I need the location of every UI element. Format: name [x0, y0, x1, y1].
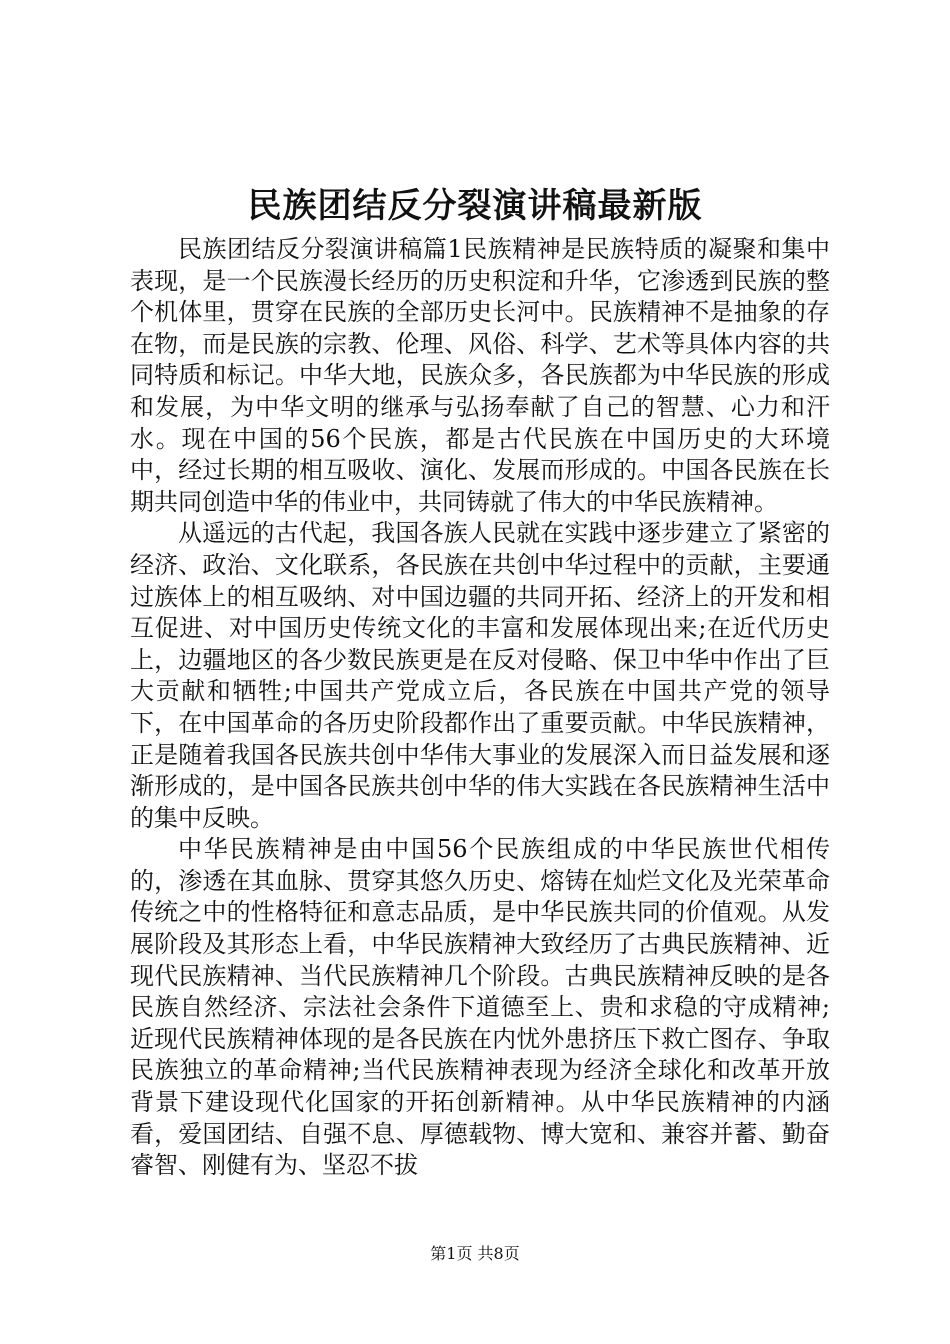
paragraph-2: 从遥远的古代起，我国各族人民就在实践中逐步建立了紧密的经济、政治、文化联系，各民族在共创中华过程中的贡献，主要通过族体上的相互吸纳、对中国边疆的共同开拓、经济上的开发和相互促进、对中国历史传统文化的丰富和发展体现出来;在近代历史上，边疆地区的各少数民族更是在反对侵略、保卫中华中作出了巨大贡献和牺牲;中国共产党成立后，各民族在中国共产党的领导下，在中国革命的各历史阶段都作出了重要贡献。中华民族精神，正是随着我国各民族共创中华伟大事业的发展深入而日益发展和逐渐形成的，是中国各民族共创中华的伟大实践在各民族精神生活中的集中反映。 — [130, 519, 830, 832]
paragraph-3: 中华民族精神是由中国56个民族组成的中华民族世代相传的，渗透在其血脉、贯穿其悠久历史、熔铸在灿烂文化及光荣革命传统之中的性格特征和意志品质，是中华民族共同的价值观。从发展阶段及其形态上看，中华民族精神大致经历了古典民族精神、近现代民族精神、当代民族精神几个阶段。古典民族精神反映的是各民族自然经济、宗法社会条件下道德至上、贵和求稳的守成精神;近现代民族精神体现的是各民族在内忧外患挤压下救亡图存、争取民族独立的革命精神;当代民族精神表现为经济全球化和改革开放背景下建设现代化国家的开拓创新精神。从中华民族精神的内涵看，爱国团结、自强不息、厚德载物、博大宽和、兼容并蓄、勤奋睿智、刚健有为、坚忍不拔 — [130, 835, 830, 1180]
document-body — [130, 234, 830, 1182]
paragraph-1: 民族团结反分裂演讲稿篇1民族精神是民族特质的凝聚和集中表现，是一个民族漫长经历的历史积淀和升华，它渗透到民族的整个机体里，贯穿在民族的全部历史长河中。民族精神不是抽象的存在物，而是民族的宗教、伦理、风俗、科学、艺术等具体内容的共同特质和标记。中华大地，民族众多，各民族都为中华民族的形成和发展，为中华文明的继承与弘扬奉献了自己的智慧、心力和汗水。现在中国的56个民族，都是古代民族在中国历史的大环境中，经过长期的相互吸收、演化、发展而形成的。中国各民族在长期共同创造中华的伟业中，共同铸就了伟大的中华民族精神。 — [130, 235, 830, 516]
page-number-footer: 第1页 共8页 — [430, 1244, 520, 1263]
document-title: 民族团结反分裂演讲稿最新版 — [247, 186, 703, 226]
